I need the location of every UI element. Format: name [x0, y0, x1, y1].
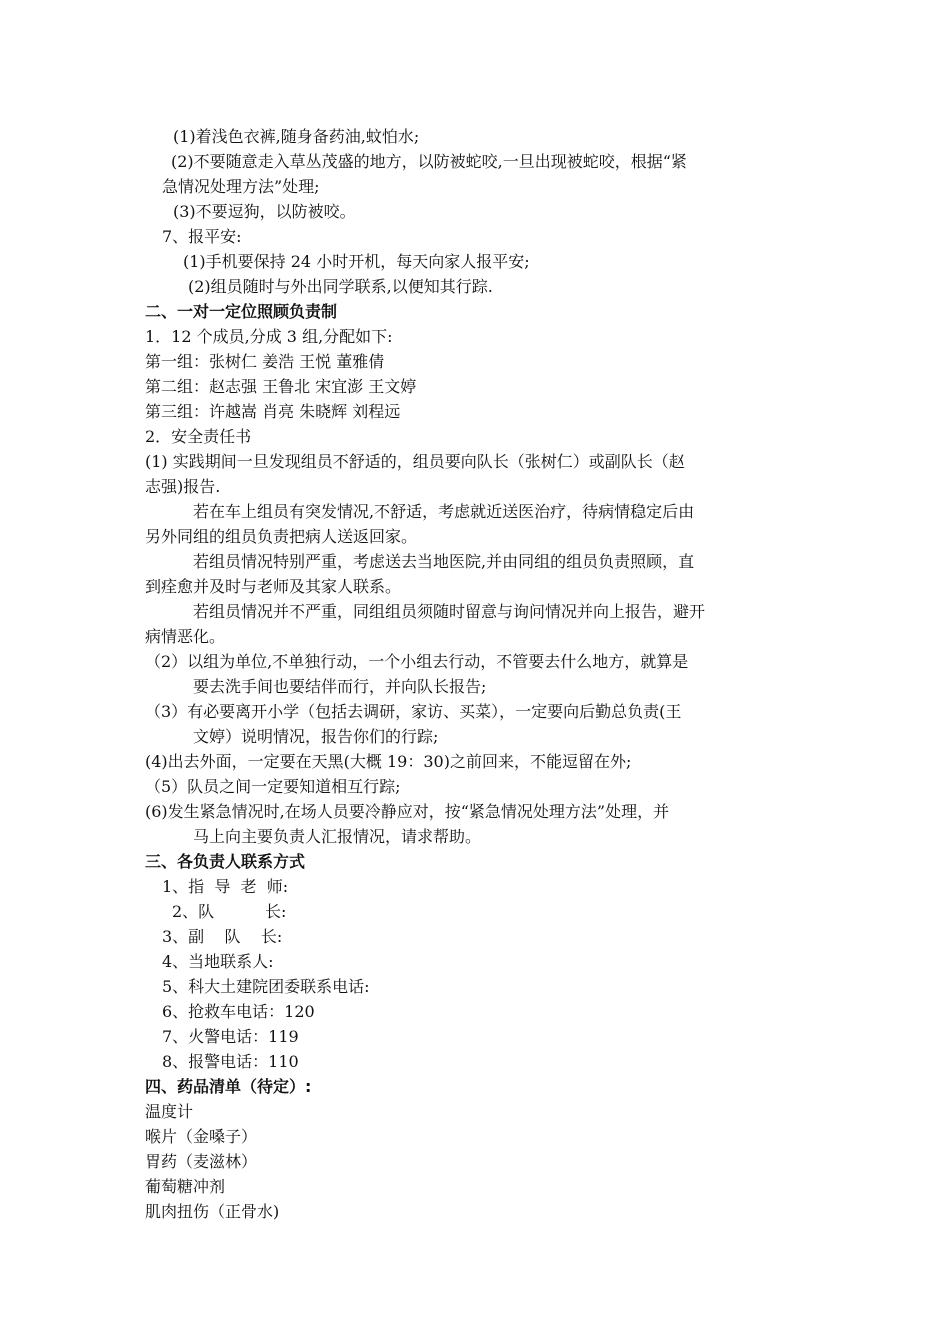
text-line: 2．安全责任书	[145, 427, 252, 446]
contact-line: 3、副 队 长:	[162, 927, 283, 946]
section-heading: 四、药品清单（待定）:	[145, 1077, 312, 1096]
text-line: 若组员情况特别严重，考虑送去当地医院,并由同组的组员负责照顾，直	[193, 552, 695, 571]
medicine-item: 葡萄糖冲剂	[145, 1177, 226, 1196]
text-line: (2)组员随时与外出同学联系,以便知其行踪.	[188, 277, 493, 296]
text-line: 若在车上组员有突发情况,不舒适，考虑就近送医治疗，待病情稳定后由	[193, 502, 695, 521]
section-heading: 三、各负责人联系方式	[145, 852, 306, 871]
contact-line: 5、科大土建院团委联系电话:	[162, 977, 370, 996]
text-line: (4)出去外面，一定要在天黑(大概 19：30)之前回来，不能逗留在外;	[145, 752, 632, 771]
text-line: 文婷）说明情况，报告你们的行踪;	[193, 727, 439, 746]
group-line: 第三组：许越嵩 肖亮 朱晓辉 刘程远	[145, 402, 401, 421]
section-heading: 二、一对一定位照顾负责制	[145, 302, 338, 321]
text-line: (2)不要随意走入草丛茂盛的地方，以防被蛇咬,一旦出现被蛇咬，根据“紧	[171, 152, 687, 171]
medicine-item: 胃药（麦滋林）	[145, 1152, 258, 1171]
text-line: (6)发生紧急情况时,在场人员要冷静应对，按“紧急情况处理方法”处理，并	[145, 802, 670, 821]
item-heading: 7、报平安:	[162, 227, 242, 246]
contact-line: 4、当地联系人:	[162, 952, 274, 971]
text-line: （3）有必要离开小学（包括去调研，家访、买菜），一定要向后勤总负责(王	[145, 702, 682, 721]
text-line: (1) 实践期间一旦发现组员不舒适的，组员要向队长（张树仁）或副队长（赵	[145, 452, 685, 471]
medicine-item: 温度计	[145, 1102, 194, 1121]
text-line: 马上向主要负责人汇报情况，请求帮助。	[193, 827, 482, 846]
text-line: 若组员情况并不严重，同组组员须随时留意与询问情况并向上报告，避开	[193, 602, 706, 621]
text-line: (3)不要逗狗，以防被咬。	[173, 202, 356, 221]
contact-line: 7、火警电话：119	[162, 1027, 299, 1046]
contact-line: 1、指 导 老 师:	[162, 877, 289, 896]
text-line: （5）队员之间一定要知道相互行踪;	[145, 777, 401, 796]
text-line: 1．12 个成员,分成 3 组,分配如下:	[145, 327, 393, 346]
group-line: 第二组：赵志强 王鲁北 宋宜澎 王文婷	[145, 377, 417, 396]
group-line: 第一组：张树仁 姜浩 王悦 董雅倩	[145, 352, 385, 371]
text-line: 志强)报告.	[145, 477, 221, 496]
text-line: 要去洗手间也要结伴而行，并向队长报告;	[193, 677, 487, 696]
text-line: (1)着浅色衣裤,随身备药油,蚊怕水;	[173, 127, 420, 146]
text-line: 另外同组的组员负责把病人送返回家。	[145, 527, 418, 546]
text-line: 病情恶化。	[145, 627, 226, 646]
text-line: (1)手机要保持 24 小时开机，每天向家人报平安;	[183, 252, 530, 271]
text-line: 急情况处理方法”处理;	[162, 177, 320, 196]
medicine-item: 喉片（金嗓子）	[145, 1127, 258, 1146]
contact-line: 6、抢救车电话：120	[162, 1002, 315, 1021]
text-line: 到痊愈并及时与老师及其家人联系。	[145, 577, 402, 596]
text-line: （2）以组为单位,不单独行动，一个小组去行动，不管要去什么地方，就算是	[145, 652, 689, 671]
medicine-item: 肌肉扭伤（正骨水)	[145, 1202, 280, 1221]
contact-line: 2、队 长:	[172, 902, 287, 921]
contact-line: 8、报警电话：110	[162, 1052, 299, 1071]
